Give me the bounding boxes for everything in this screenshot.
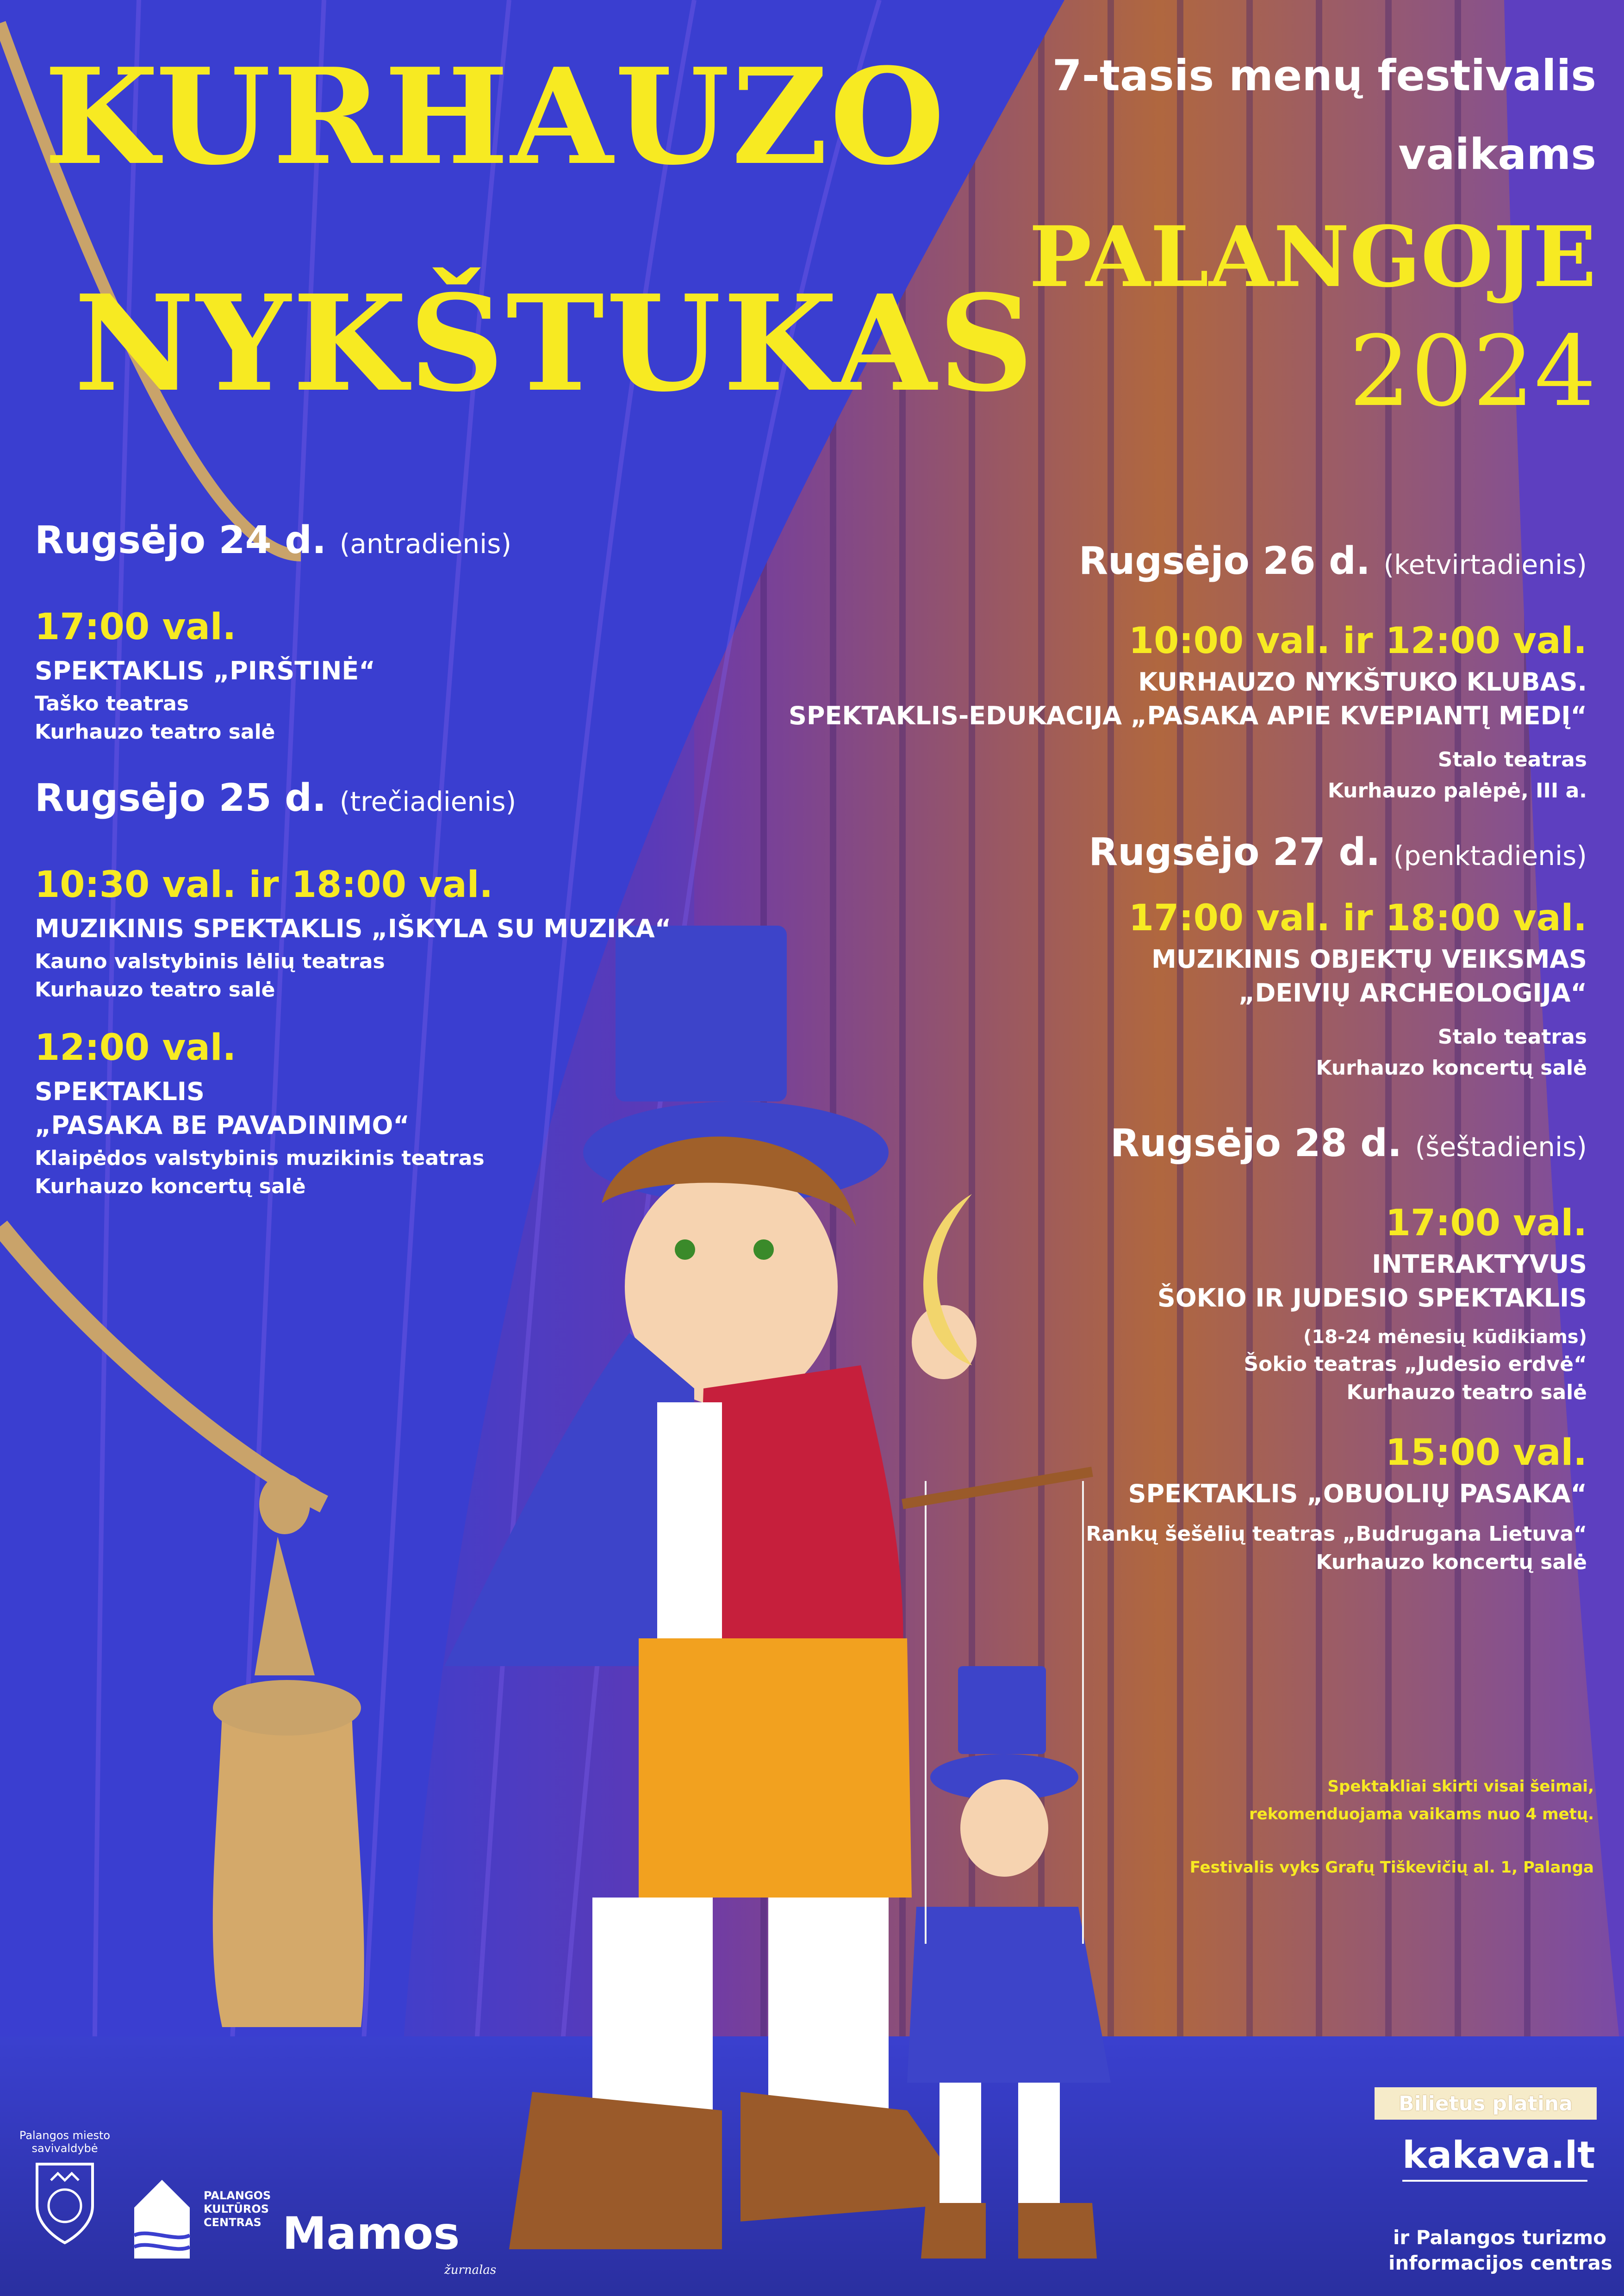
event-detail: Kurhauzo koncertų salė	[35, 1175, 306, 1198]
event-block	[661, 620, 1587, 803]
day-heading	[661, 830, 1587, 874]
marionette-illustration	[902, 1472, 1111, 2259]
tickets-label: Bilietus platina	[1399, 2091, 1573, 2116]
schedule-left	[35, 518, 683, 1198]
day-heading	[35, 776, 683, 820]
day-date: Rugsėjo 25 d.	[35, 776, 327, 820]
event-title: SPEKTAKLIS-EDUKACIJA „PASAKA APIE KVEPIANTĮ MEDĮ“	[789, 701, 1587, 730]
day-date: Rugsėjo 27 d.	[1089, 830, 1381, 874]
event-block	[661, 897, 1587, 1080]
note-address: Festivalis vyks Grafų Tiškevičių al. 1, Palanga	[1189, 1858, 1594, 1877]
event-time: 17:00 val.	[35, 606, 236, 648]
event-detail: Rankų šešėlių teatras „Budrugana Lietuva“	[1086, 1522, 1587, 1546]
event-detail: Taško teatras	[35, 692, 189, 716]
tickets-alt-2: informacijos centras	[1388, 2252, 1612, 2274]
day-weekday: (trečiadienis)	[339, 786, 516, 817]
event-title: MUZIKINIS SPEKTAKLIS „IŠKYLA SU MUZIKA“	[35, 914, 672, 943]
event-title: SPEKTAKLIS	[35, 1077, 205, 1106]
event-detail: Kurhauzo teatro salė	[35, 720, 275, 744]
day-weekday: (ketvirtadienis)	[1383, 549, 1587, 580]
note-line-2: rekomenduojama vaikams nuo 4 metų.	[1249, 1805, 1594, 1823]
festival-place: PALANGOJE	[1029, 208, 1596, 306]
festival-line-1: 7-tasis menų festivalis	[1052, 51, 1596, 100]
culture-center-logo	[130, 2175, 194, 2265]
day-date: Rugsėjo 26 d.	[1078, 539, 1370, 583]
title-line-1: KURHAUZO	[44, 39, 947, 194]
day-weekday: (šeštadienis)	[1415, 1131, 1587, 1163]
event-detail: Kurhauzo teatro salė	[35, 978, 275, 1002]
event-detail: (18-24 mėnesių kūdikiams)	[1303, 1326, 1587, 1348]
title-line-2: NYKŠTUKAS	[74, 266, 1036, 421]
event-detail: Kurhauzo teatro salė	[1346, 1381, 1587, 1404]
coat-of-arms-icon	[19, 2155, 111, 2247]
event-detail: Kurhauzo koncertų salė	[1316, 1550, 1587, 1574]
event-detail: Kurhauzo palėpė, III a.	[1327, 779, 1587, 803]
house-icon	[130, 2175, 194, 2263]
event-title: INTERAKTYVUS	[1372, 1250, 1587, 1279]
festival-line-2: vaikams	[1398, 130, 1596, 179]
event-detail: Šokio teatras „Judesio erdvė“	[1244, 1352, 1587, 1376]
municipality-name-2: savivaldybė	[31, 2142, 98, 2155]
event-title: MUZIKINIS OBJEKTŲ VEIKSMAS	[1151, 945, 1587, 974]
event-detail: Klaipėdos valstybinis muzikinis teatras	[35, 1146, 485, 1170]
municipality-logo	[19, 2129, 111, 2249]
schedule-right	[661, 539, 1587, 1574]
culture-name-2: KULTŪROS	[204, 2202, 269, 2215]
day-heading	[661, 1121, 1587, 1165]
culture-name-3: CENTRAS	[204, 2215, 261, 2229]
festival-year: 2024	[1349, 315, 1596, 428]
day-weekday: (penktadienis)	[1393, 840, 1587, 871]
event-block	[661, 1202, 1587, 1404]
event-detail: Kauno valstybinis lėlių teatras	[35, 950, 385, 973]
event-time: 10:00 val. ir 12:00 val.	[1128, 620, 1587, 662]
culture-name-1: PALANGOS	[204, 2189, 271, 2202]
event-title: KURHAUZO NYKŠTUKO KLUBAS.	[1138, 667, 1587, 697]
event-time: 17:00 val. ir 18:00 val.	[1128, 897, 1587, 939]
event-detail: Kurhauzo koncertų salė	[1316, 1056, 1587, 1080]
event-title: SPEKTAKLIS „PIRŠTINĖ“	[35, 656, 375, 685]
event-detail: Stalo teatras	[1437, 748, 1587, 772]
event-time: 12:00 val.	[35, 1027, 236, 1069]
event-block	[35, 606, 683, 744]
culture-center-text	[204, 2189, 271, 2229]
mamos-subtitle: žurnalas	[444, 2263, 497, 2277]
event-title: ŠOKIO IR JUDESIO SPEKTAKLIS	[1157, 1283, 1587, 1313]
event-title: „PASAKA BE PAVADINIMO“	[35, 1111, 410, 1140]
event-title: SPEKTAKLIS „OBUOLIŲ PASAKA“	[1128, 1479, 1587, 1508]
day-date: Rugsėjo 24 d.	[35, 518, 327, 562]
day-heading	[661, 539, 1587, 583]
note-line-1: Spektakliai skirti visai šeimai,	[1327, 1777, 1594, 1796]
event-time: 17:00 val.	[1385, 1202, 1587, 1244]
tickets-badge	[1375, 2087, 1597, 2120]
tickets-brand[interactable]: kakava.lt	[1402, 2134, 1595, 2177]
mamos-logo: Mamos	[282, 2208, 460, 2259]
event-title: „DEIVIŲ ARCHEOLOGIJA“	[1238, 978, 1587, 1008]
event-time: 15:00 val.	[1385, 1432, 1587, 1474]
event-block	[661, 1432, 1587, 1574]
event-time: 10:30 val. ir 18:00 val.	[35, 864, 493, 906]
event-block	[35, 1027, 683, 1198]
day-weekday: (antradienis)	[339, 528, 512, 560]
day-date: Rugsėjo 28 d.	[1110, 1121, 1402, 1165]
day-heading	[35, 518, 683, 562]
municipality-name-1: Palangos miesto	[19, 2129, 111, 2142]
event-detail: Stalo teatras	[1437, 1025, 1587, 1049]
divider	[1402, 2180, 1587, 2182]
event-block	[35, 864, 683, 1002]
tickets-alt-1: ir Palangos turizmo	[1393, 2226, 1607, 2249]
